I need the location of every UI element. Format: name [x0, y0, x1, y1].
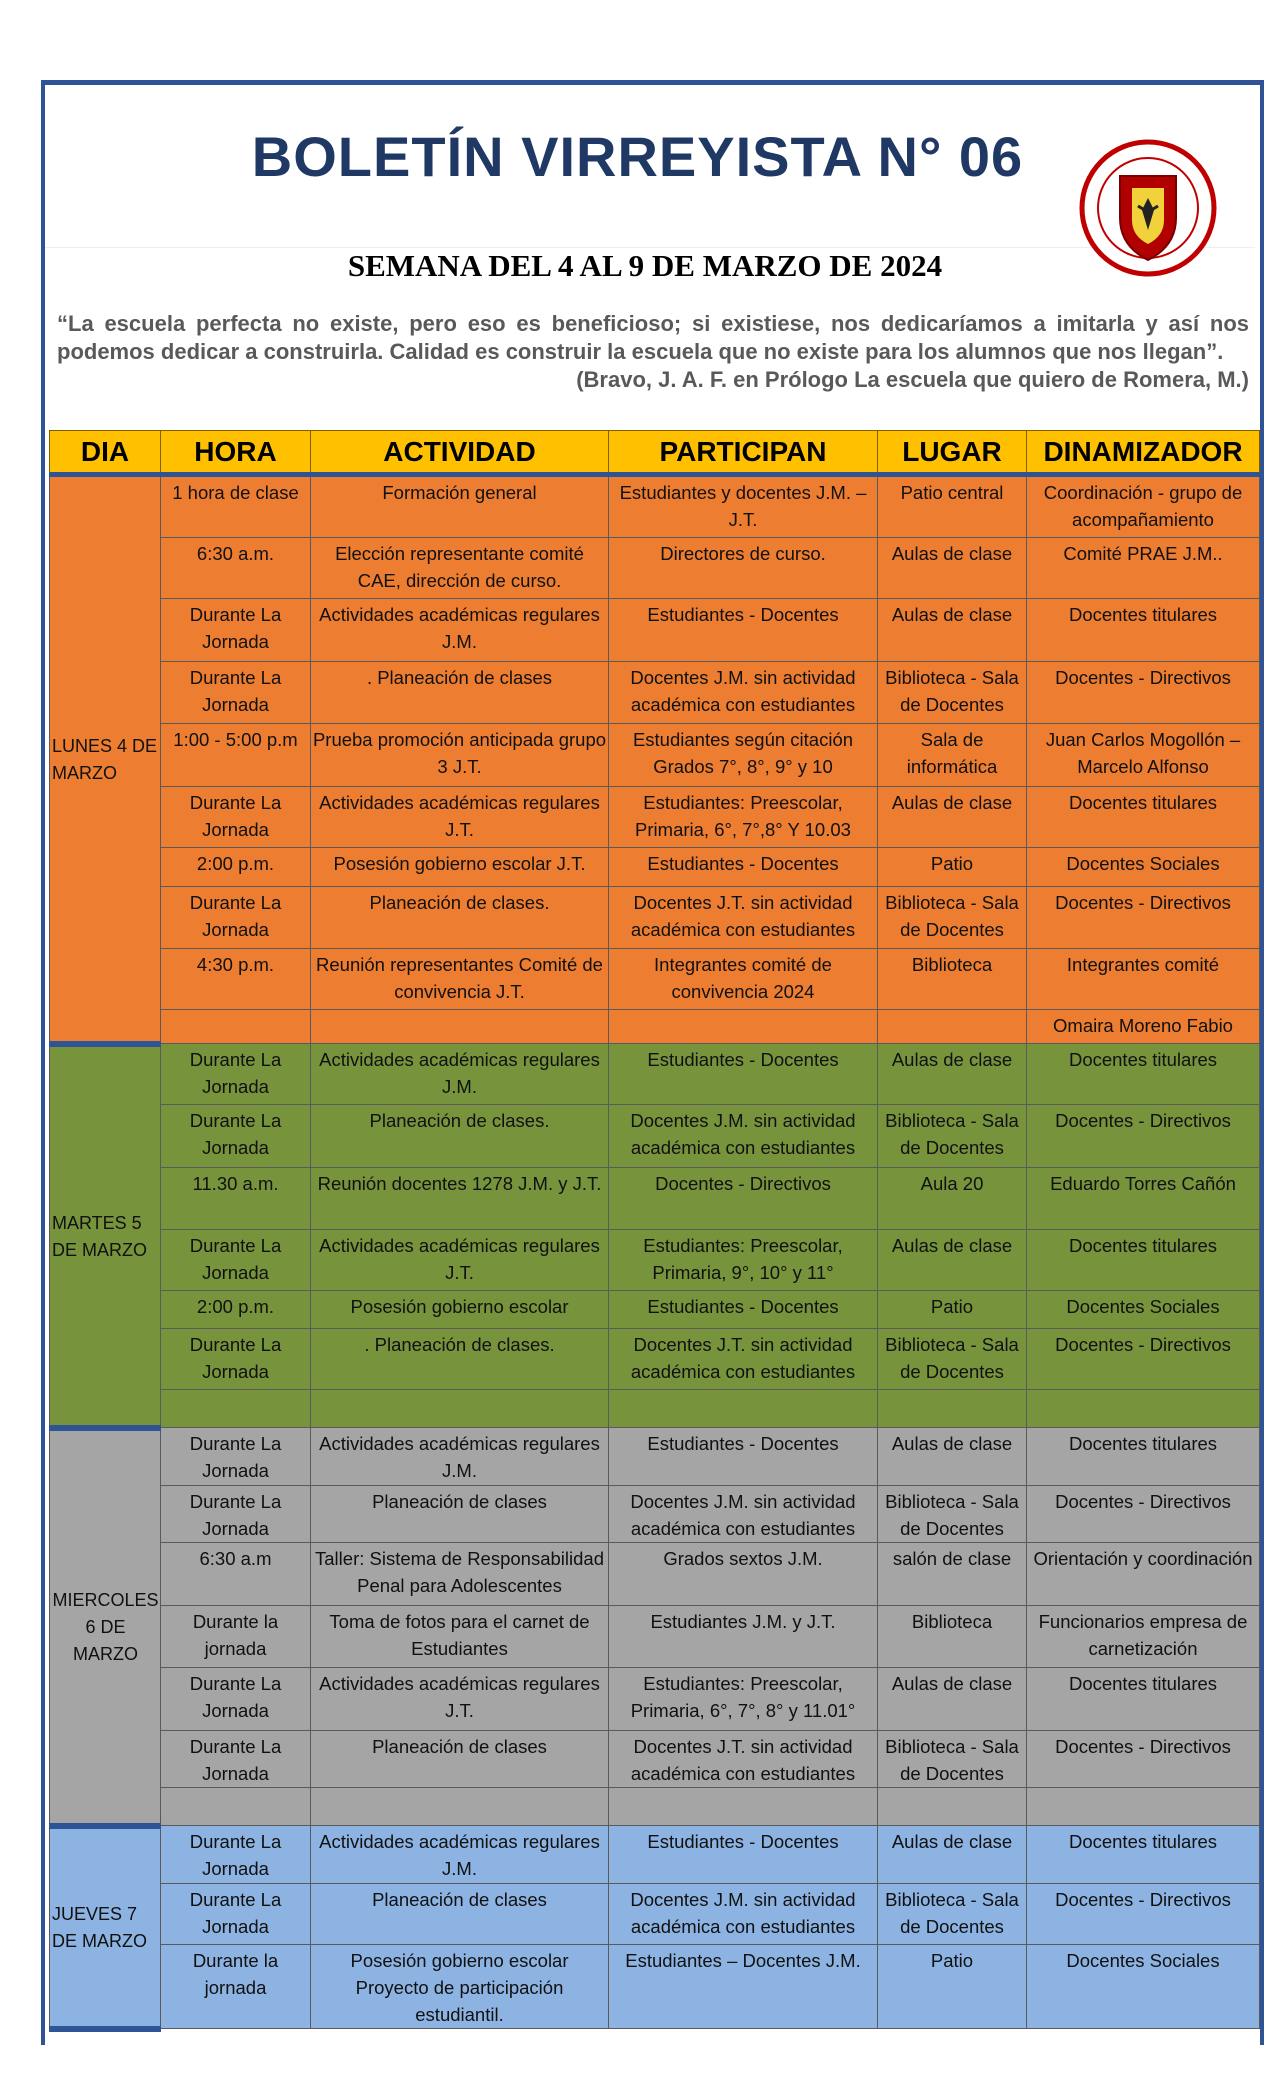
table-row: [50, 1105, 1260, 1168]
cell-participan: Directores de curso.: [609, 538, 878, 599]
cell-hora: 6:30 a.m: [161, 1543, 311, 1606]
cell-dinamizador: Docentes - Directivos: [1027, 1884, 1260, 1945]
cell-actividad: . Planeación de clases.: [311, 1329, 609, 1390]
cell-dinamizador: Docentes Sociales: [1027, 1945, 1260, 2029]
column-header-participan: PARTICIPAN: [609, 431, 878, 475]
cell-dinamizador: Docentes - Directivos: [1027, 1486, 1260, 1543]
table-row: [50, 599, 1260, 662]
cell-dinamizador: Docentes titulares: [1027, 1044, 1260, 1105]
cell-lugar: Aulas de clase: [878, 787, 1027, 848]
cell-participan: [609, 1390, 878, 1428]
school-logo-icon: [1078, 138, 1218, 278]
cell-lugar: [878, 1788, 1027, 1826]
cell-dinamizador: Docentes titulares: [1027, 1826, 1260, 1884]
cell-dinamizador: Coordinación - grupo de acompañamiento: [1027, 475, 1260, 538]
cell-hora: Durante La Jornada: [161, 1668, 311, 1731]
cell-hora: Durante La Jornada: [161, 1105, 311, 1168]
cell-participan: Estudiantes - Docentes: [609, 1291, 878, 1329]
cell-hora: Durante La Jornada: [161, 1826, 311, 1884]
cell-dinamizador: Funcionarios empresa de carnetización: [1027, 1606, 1260, 1668]
cell-lugar: Aulas de clase: [878, 1668, 1027, 1731]
cell-lugar: salón de clase: [878, 1543, 1027, 1606]
cell-dinamizador: Comité PRAE J.M..: [1027, 538, 1260, 599]
cell-lugar: Patio: [878, 1291, 1027, 1329]
cell-hora: Durante La Jornada: [161, 1884, 311, 1945]
cell-lugar: Biblioteca - Sala de Docentes: [878, 1486, 1027, 1543]
cell-lugar: Patio: [878, 848, 1027, 887]
cell-dinamizador: Docentes Sociales: [1027, 1291, 1260, 1329]
table-row: [50, 848, 1260, 887]
cell-dinamizador: Docentes titulares: [1027, 1230, 1260, 1291]
cell-participan: Estudiantes: Preescolar, Primaria, 9°, 10° y 11°: [609, 1230, 878, 1291]
quote: [57, 310, 1249, 394]
cell-hora: 1 hora de clase: [161, 475, 311, 538]
cell-lugar: Aulas de clase: [878, 1044, 1027, 1105]
cell-dinamizador: Docentes - Directivos: [1027, 1731, 1260, 1788]
cell-participan: Estudiantes: Preescolar, Primaria, 6°, 7°, 8° y 11.01°: [609, 1668, 878, 1731]
cell-participan: Estudiantes J.M. y J.T.: [609, 1606, 878, 1668]
cell-hora: Durante La Jornada: [161, 1044, 311, 1105]
table-row: [50, 887, 1260, 949]
cell-actividad: Planeación de clases: [311, 1884, 609, 1945]
cell-dinamizador: [1027, 1390, 1260, 1428]
cell-actividad: Actividades académicas regulares J.M.: [311, 1826, 609, 1884]
cell-dinamizador: Docentes - Directivos: [1027, 887, 1260, 949]
cell-dinamizador: Docentes - Directivos: [1027, 662, 1260, 724]
table-row: [50, 1543, 1260, 1606]
day-label: LUNES 4 DE MARZO: [50, 475, 161, 1044]
cell-participan: Grados sextos J.M.: [609, 1543, 878, 1606]
column-header-dinamizador: DINAMIZADOR: [1027, 431, 1260, 475]
cell-dinamizador: [1027, 1788, 1260, 1826]
cell-actividad: [311, 1390, 609, 1428]
cell-participan: Docentes J.M. sin actividad académica con estudiantes: [609, 662, 878, 724]
day-label: MIERCOLES 6 DE MARZO: [50, 1428, 161, 1826]
cell-lugar: Biblioteca: [878, 949, 1027, 1010]
table-row: [50, 538, 1260, 599]
cell-actividad: Formación general: [311, 475, 609, 538]
table-header-row: [50, 431, 1260, 475]
cell-hora: Durante La Jornada: [161, 1486, 311, 1543]
cell-hora: [161, 1390, 311, 1428]
cell-actividad: Posesión gobierno escolar Proyecto de participación estudiantil.: [311, 1945, 609, 2029]
table-row: [50, 662, 1260, 724]
cell-actividad: Planeación de clases: [311, 1486, 609, 1543]
cell-actividad: Planeación de clases.: [311, 1105, 609, 1168]
cell-hora: Durante la jornada: [161, 1606, 311, 1668]
cell-lugar: Aulas de clase: [878, 538, 1027, 599]
cell-hora: 6:30 a.m.: [161, 538, 311, 599]
cell-lugar: Biblioteca - Sala de Docentes: [878, 1329, 1027, 1390]
cell-lugar: [878, 1010, 1027, 1044]
cell-hora: 4:30 p.m.: [161, 949, 311, 1010]
table-row: [50, 1668, 1260, 1731]
cell-dinamizador: Omaira Moreno Fabio: [1027, 1010, 1260, 1044]
cell-actividad: Actividades académicas regulares J.T.: [311, 1230, 609, 1291]
cell-lugar: Aulas de clase: [878, 1230, 1027, 1291]
cell-participan: [609, 1788, 878, 1826]
cell-hora: 11.30 a.m.: [161, 1168, 311, 1230]
cell-lugar: [878, 1390, 1027, 1428]
quote-text: “La escuela perfecta no existe, pero eso es beneficioso; si existiese, nos dedicaríamos a imitarla y así nos podemos dedicar a construirla. Calidad es construir la escuela que no existe para los alumnos que nos llegan”.: [57, 311, 1249, 364]
column-header-dia: DIA: [50, 431, 161, 475]
cell-hora: Durante la jornada: [161, 1945, 311, 2029]
table-row: [50, 1731, 1260, 1788]
cell-lugar: Aulas de clase: [878, 1826, 1027, 1884]
cell-participan: Estudiantes según citación Grados 7°, 8°, 9° y 10: [609, 724, 878, 787]
cell-participan: Docentes J.M. sin actividad académica con estudiantes: [609, 1105, 878, 1168]
cell-dinamizador: Docentes titulares: [1027, 1428, 1260, 1486]
cell-hora: 1:00 - 5:00 p.m: [161, 724, 311, 787]
cell-dinamizador: Docentes - Directivos: [1027, 1105, 1260, 1168]
table-row: [50, 949, 1260, 1010]
cell-actividad: Taller: Sistema de Responsabilidad Penal para Adolescentes: [311, 1543, 609, 1606]
cell-actividad: Reunión docentes 1278 J.M. y J.T.: [311, 1168, 609, 1230]
cell-actividad: [311, 1788, 609, 1826]
cell-participan: Estudiantes - Docentes: [609, 1428, 878, 1486]
table-row: [50, 1606, 1260, 1668]
cell-dinamizador: Juan Carlos Mogollón – Marcelo Alfonso: [1027, 724, 1260, 787]
cell-lugar: Biblioteca - Sala de Docentes: [878, 1105, 1027, 1168]
cell-hora: Durante La Jornada: [161, 1329, 311, 1390]
schedule-table: [49, 430, 1260, 2032]
table-row: [50, 1826, 1260, 1884]
quote-citation: (Bravo, J. A. F. en Prólogo La escuela que quiero de Romera, M.): [576, 367, 1249, 392]
cell-lugar: Biblioteca - Sala de Docentes: [878, 887, 1027, 949]
table-row: [50, 787, 1260, 848]
cell-hora: Durante La Jornada: [161, 662, 311, 724]
cell-actividad: Posesión gobierno escolar: [311, 1291, 609, 1329]
cell-participan: Estudiantes y docentes J.M. – J.T.: [609, 475, 878, 538]
cell-actividad: Elección representante comité CAE, dirección de curso.: [311, 538, 609, 599]
cell-actividad: [311, 1010, 609, 1044]
table-row: [50, 1945, 1260, 2029]
column-header-lugar: LUGAR: [878, 431, 1027, 475]
cell-hora: Durante La Jornada: [161, 787, 311, 848]
cell-lugar: Biblioteca - Sala de Docentes: [878, 662, 1027, 724]
table-row: [50, 1788, 1260, 1826]
cell-actividad: Reunión representantes Comité de convivencia J.T.: [311, 949, 609, 1010]
table-row: [50, 1010, 1260, 1044]
cell-participan: Docentes - Directivos: [609, 1168, 878, 1230]
table-row: [50, 1230, 1260, 1291]
cell-hora: [161, 1788, 311, 1826]
table-row: [50, 1291, 1260, 1329]
cell-lugar: Patio: [878, 1945, 1027, 2029]
cell-hora: Durante La Jornada: [161, 1428, 311, 1486]
cell-actividad: Prueba promoción anticipada grupo 3 J.T.: [311, 724, 609, 787]
cell-participan: Docentes J.T. sin actividad académica con estudiantes: [609, 1329, 878, 1390]
cell-actividad: Actividades académicas regulares J.M.: [311, 1428, 609, 1486]
cell-lugar: Biblioteca: [878, 1606, 1027, 1668]
cell-actividad: Planeación de clases.: [311, 887, 609, 949]
cell-lugar: Sala de informática: [878, 724, 1027, 787]
table-row: [50, 1329, 1260, 1390]
cell-dinamizador: Docentes - Directivos: [1027, 1329, 1260, 1390]
cell-participan: Integrantes comité de convivencia 2024: [609, 949, 878, 1010]
cell-lugar: Biblioteca - Sala de Docentes: [878, 1731, 1027, 1788]
cell-dinamizador: Docentes titulares: [1027, 787, 1260, 848]
cell-participan: Estudiantes - Docentes: [609, 599, 878, 662]
cell-dinamizador: Orientación y coordinación: [1027, 1543, 1260, 1606]
cell-lugar: Aulas de clase: [878, 599, 1027, 662]
cell-hora: Durante La Jornada: [161, 1731, 311, 1788]
table-row: [50, 1390, 1260, 1428]
cell-dinamizador: Docentes titulares: [1027, 599, 1260, 662]
cell-dinamizador: Docentes titulares: [1027, 1668, 1260, 1731]
cell-hora: 2:00 p.m.: [161, 1291, 311, 1329]
cell-lugar: Aula 20: [878, 1168, 1027, 1230]
cell-participan: Estudiantes – Docentes J.M.: [609, 1945, 878, 2029]
table-row: [50, 475, 1260, 538]
cell-dinamizador: Docentes Sociales: [1027, 848, 1260, 887]
cell-participan: Estudiantes: Preescolar, Primaria, 6°, 7°,8° Y 10.03: [609, 787, 878, 848]
cell-participan: Docentes J.M. sin actividad académica con estudiantes: [609, 1486, 878, 1543]
cell-participan: Docentes J.M. sin actividad académica con estudiantes: [609, 1884, 878, 1945]
cell-lugar: Patio central: [878, 475, 1027, 538]
cell-hora: 2:00 p.m.: [161, 848, 311, 887]
week-subtitle: SEMANA DEL 4 AL 9 DE MARZO DE 2024: [347, 248, 943, 283]
cell-actividad: Actividades académicas regulares J.T.: [311, 787, 609, 848]
table-row: [50, 1486, 1260, 1543]
table-row: [50, 1044, 1260, 1105]
column-header-actividad: ACTIVIDAD: [311, 431, 609, 475]
cell-participan: Estudiantes - Docentes: [609, 848, 878, 887]
day-label: JUEVES 7 DE MARZO: [50, 1826, 161, 2029]
cell-actividad: Posesión gobierno escolar J.T.: [311, 848, 609, 887]
cell-dinamizador: Integrantes comité: [1027, 949, 1260, 1010]
cell-participan: Docentes J.T. sin actividad académica con estudiantes: [609, 887, 878, 949]
cell-lugar: Aulas de clase: [878, 1428, 1027, 1486]
cell-participan: Estudiantes - Docentes: [609, 1044, 878, 1105]
table-row: [50, 1168, 1260, 1230]
cell-hora: Durante La Jornada: [161, 599, 311, 662]
cell-actividad: Actividades académicas regulares J.T.: [311, 1668, 609, 1731]
cell-participan: Docentes J.T. sin actividad académica con estudiantes: [609, 1731, 878, 1788]
cell-actividad: Planeación de clases: [311, 1731, 609, 1788]
cell-actividad: Actividades académicas regulares J.M.: [311, 1044, 609, 1105]
cell-actividad: Toma de fotos para el carnet de Estudiantes: [311, 1606, 609, 1668]
cell-actividad: Actividades académicas regulares J.M.: [311, 599, 609, 662]
cell-dinamizador: Eduardo Torres Cañón: [1027, 1168, 1260, 1230]
cell-hora: Durante La Jornada: [161, 887, 311, 949]
cell-actividad: . Planeación de clases: [311, 662, 609, 724]
table-row: [50, 1428, 1260, 1486]
day-label: MARTES 5 DE MARZO: [50, 1044, 161, 1428]
table-row: [50, 1884, 1260, 1945]
table-row: [50, 724, 1260, 787]
cell-hora: [161, 1010, 311, 1044]
cell-participan: Estudiantes - Docentes: [609, 1826, 878, 1884]
column-header-hora: HORA: [161, 431, 311, 475]
cell-participan: [609, 1010, 878, 1044]
bulletin-title: BOLETÍN VIRREYISTA N° 06: [251, 125, 1024, 188]
cell-hora: Durante La Jornada: [161, 1230, 311, 1291]
cell-lugar: Biblioteca - Sala de Docentes: [878, 1884, 1027, 1945]
